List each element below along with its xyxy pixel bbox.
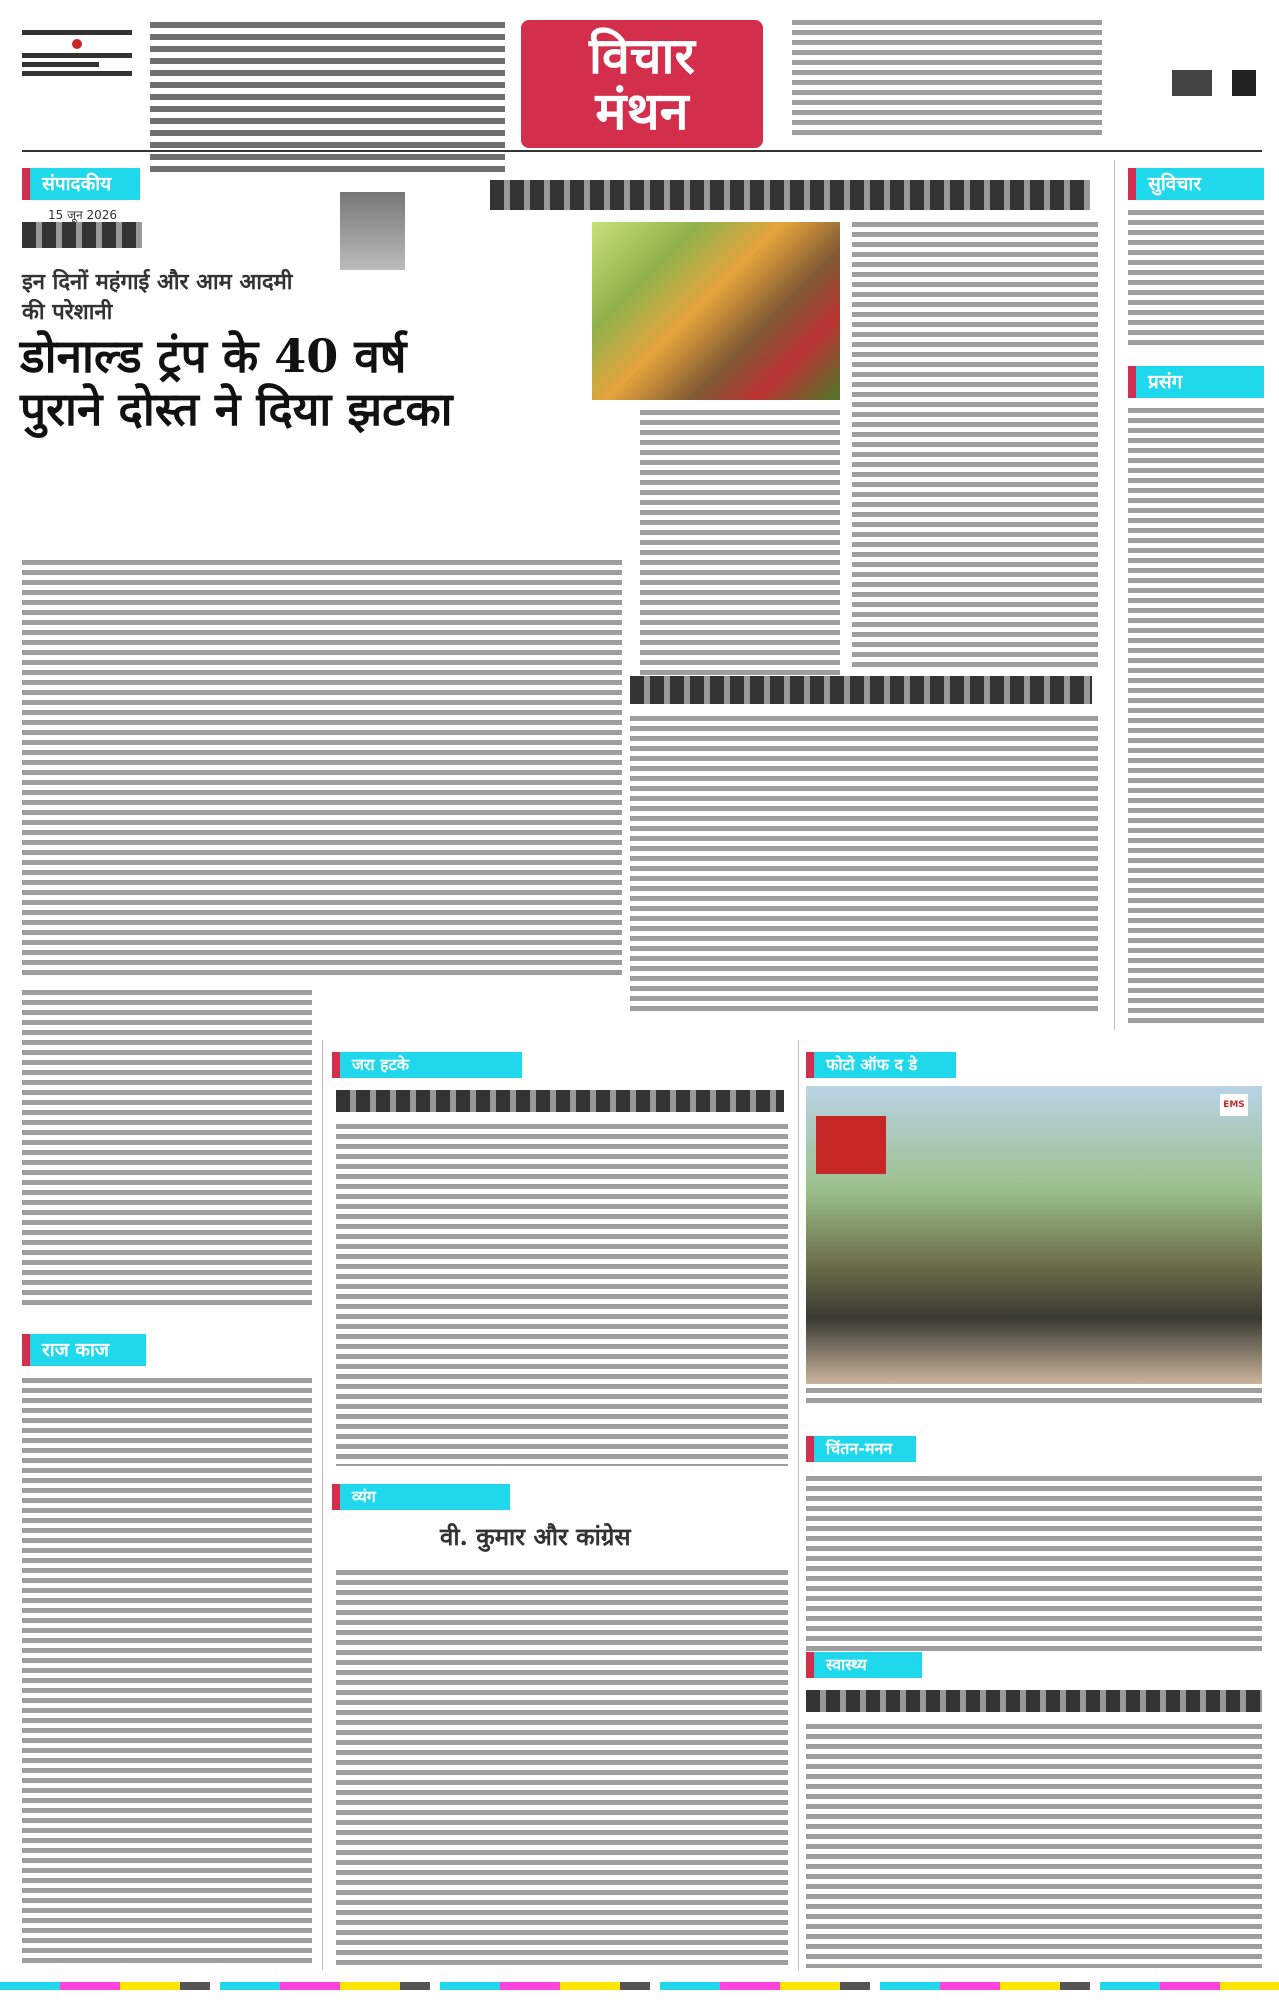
swasthya-text: स्वास्थ्य bbox=[826, 1655, 867, 1674]
main-article-col2 bbox=[640, 410, 840, 680]
red-flag-icon bbox=[816, 1116, 886, 1174]
main-article-headline bbox=[490, 180, 1090, 210]
editorial-headline: डोनाल्ड ट्रंप के 40 वर्ष पुराने दोस्त ने दिया झटका bbox=[20, 329, 453, 436]
main-article-col3 bbox=[852, 222, 1098, 672]
swasthya-headline bbox=[806, 1690, 1262, 1712]
vyang-headline: वी. कुमार और कांग्रेस bbox=[440, 1522, 631, 1551]
prasang-body bbox=[1128, 408, 1264, 1028]
masthead-box bbox=[521, 20, 763, 148]
zara-hatke-body bbox=[336, 1124, 788, 1466]
section-label-chintan bbox=[806, 1436, 916, 1462]
zara-hatke-text: जरा हटके bbox=[352, 1055, 409, 1074]
second-article-headline bbox=[630, 676, 1092, 704]
photo-of-day-text: फोटो ऑफ द डे bbox=[826, 1055, 918, 1074]
section-label-vyang bbox=[332, 1484, 510, 1510]
chintan-body bbox=[806, 1476, 1262, 1656]
raj-kaaj-body bbox=[22, 1378, 312, 1968]
section-label-suvichar bbox=[1128, 168, 1264, 200]
section-label-raj-kaaj bbox=[22, 1334, 146, 1366]
border-fence-photo bbox=[806, 1086, 1262, 1384]
color-registration-strip bbox=[0, 1982, 1279, 1990]
column-divider bbox=[798, 1040, 799, 1970]
second-article-body bbox=[630, 716, 1098, 1016]
editorial-body bbox=[22, 560, 622, 980]
photo-caption bbox=[806, 1388, 1262, 1404]
ems-badge: EMS bbox=[1220, 1094, 1248, 1116]
masthead-divider bbox=[22, 150, 1262, 152]
page-info bbox=[1172, 70, 1212, 96]
section-label-swasthya bbox=[806, 1652, 922, 1678]
top-right-text bbox=[792, 20, 1102, 140]
raj-kaaj-text: राज काज bbox=[42, 1339, 110, 1361]
editorial-label-text: संपादकीय bbox=[42, 173, 112, 195]
swasthya-body bbox=[806, 1724, 1262, 1968]
prasang-text: प्रसंग bbox=[1148, 371, 1183, 393]
section-label-prasang bbox=[1128, 366, 1264, 398]
editorial-date: 15 जून 2026 bbox=[48, 208, 118, 222]
newspaper-logo bbox=[22, 26, 132, 136]
masthead-title-line1: विचार bbox=[589, 26, 695, 85]
vyang-text: व्यंग bbox=[352, 1487, 376, 1506]
section-label-editorial bbox=[22, 168, 140, 200]
chintan-text: चिंतन-मनन bbox=[826, 1439, 893, 1458]
page-number bbox=[1232, 70, 1256, 96]
suvichar-body bbox=[1128, 210, 1264, 350]
editorial-body-continued bbox=[22, 990, 312, 1310]
suvichar-text: सुविचार bbox=[1148, 173, 1202, 195]
zara-hatke-headline bbox=[336, 1090, 784, 1112]
column-divider bbox=[1114, 160, 1115, 1030]
editorial-subhead: इन दिनों महंगाई और आम आदमी की परेशानी bbox=[22, 270, 293, 325]
column-divider bbox=[322, 1040, 323, 1970]
author-photo bbox=[340, 192, 405, 270]
vyang-body bbox=[336, 1570, 788, 1968]
section-label-photo-of-day bbox=[806, 1052, 956, 1078]
masthead-title-line2: मंथन bbox=[595, 81, 689, 142]
vegetables-photo bbox=[592, 222, 840, 400]
logo-emblem-icon bbox=[72, 39, 82, 49]
section-label-zara-hatke bbox=[332, 1052, 522, 1078]
editorial-kicker bbox=[22, 222, 142, 248]
